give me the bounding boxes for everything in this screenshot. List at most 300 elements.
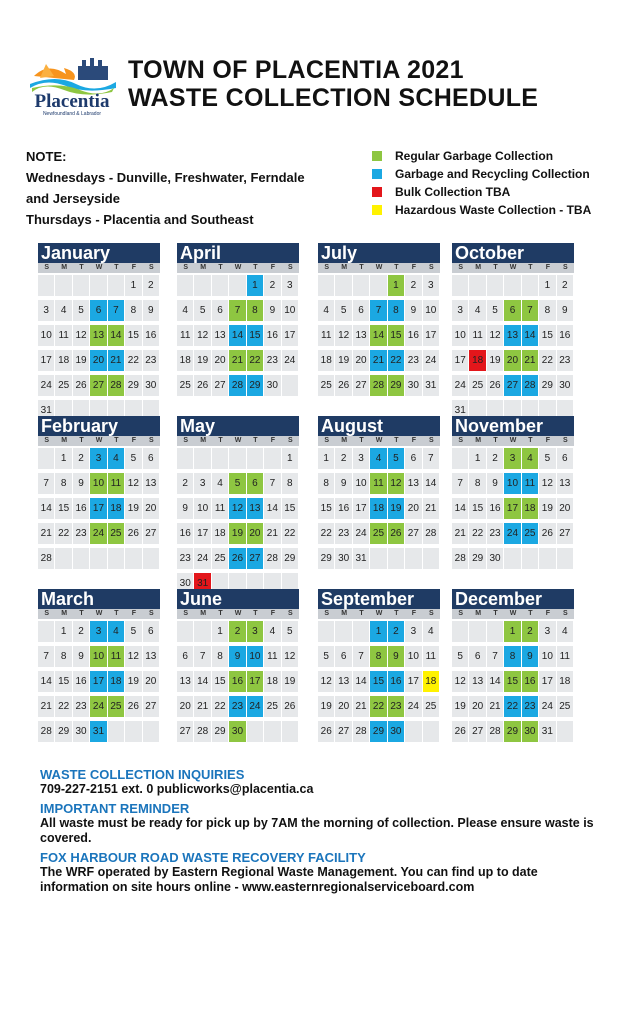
day-cell: 21 [264,523,280,544]
weekday-label: F [411,610,416,617]
day-cell: 8 [282,473,298,494]
day-cell: 20 [247,523,263,544]
day-cell: 16 [73,498,89,519]
empty-day-cell [370,548,386,569]
month-name: March [38,589,160,609]
empty-day-cell [353,275,369,296]
blue-swatch-icon [372,169,382,179]
day-cell: 9 [487,473,503,494]
day-cell: 21 [229,350,245,371]
day-cell: 19 [452,696,468,717]
day-cell: 31 [452,400,468,421]
day-cell: 18 [108,671,124,692]
weekday-header [452,263,574,273]
day-cell: 29 [388,375,404,396]
day-cell: 16 [143,325,159,346]
empty-day-cell [38,275,54,296]
weekday-label: F [270,610,275,617]
day-cell: 16 [335,498,351,519]
day-cell: 12 [318,671,334,692]
weekday-label: T [114,264,119,271]
empty-day-cell [405,548,421,569]
day-cell: 29 [125,375,141,396]
month-april [177,243,299,398]
day-cell: 19 [388,498,404,519]
day-cell: 24 [353,523,369,544]
empty-day-cell [177,275,193,296]
day-cell: 7 [194,646,210,667]
day-cell: 28 [38,548,54,569]
month-june [177,589,299,744]
weekday-label: S [458,437,464,444]
day-cell: 14 [487,671,503,692]
empty-day-cell [504,548,520,569]
day-cell: 14 [229,325,245,346]
day-cell: 30 [73,721,89,742]
day-cell: 8 [212,646,228,667]
day-cell: 4 [423,621,439,642]
day-cell: 17 [194,523,210,544]
logo-wordmark: Placentia [34,91,110,112]
day-cell: 25 [108,696,124,717]
note-line-3: Thursdays - Placentia and Southeast [26,212,254,227]
empty-day-cell [335,275,351,296]
day-cell: 7 [370,300,386,321]
empty-day-cell [143,548,159,569]
month-september [318,589,440,744]
day-cell: 1 [55,448,71,469]
weekday-label: S [428,264,434,271]
empty-day-cell [247,721,263,742]
day-cell: 5 [487,300,503,321]
day-cell: 5 [125,621,141,642]
day-cell: 18 [557,671,573,692]
empty-day-cell [108,721,124,742]
day-cell: 26 [452,721,468,742]
day-grid [177,619,299,744]
month-may [177,416,299,596]
day-grid [177,273,299,398]
weekday-label: S [287,264,293,271]
day-cell: 28 [487,721,503,742]
day-cell: 17 [539,671,555,692]
day-cell: 8 [55,473,71,494]
day-cell: 13 [405,473,421,494]
day-cell: 1 [282,448,298,469]
day-cell: 25 [423,696,439,717]
day-cell: 26 [125,696,141,717]
day-cell: 4 [264,621,280,642]
weekday-label: S [428,610,434,617]
day-cell: 15 [370,671,386,692]
day-cell: 27 [143,523,159,544]
day-cell: 26 [335,375,351,396]
month-january [38,243,160,423]
day-cell: 18 [264,671,280,692]
day-cell: 18 [177,350,193,371]
weekday-label: F [411,264,416,271]
weekday-label: W [234,610,242,617]
day-cell: 24 [247,696,263,717]
day-cell: 9 [264,300,280,321]
day-cell: 1 [539,275,555,296]
empty-day-cell [423,721,439,742]
weekday-label: F [270,437,275,444]
day-cell: 2 [557,275,573,296]
day-cell: 16 [557,325,573,346]
day-cell: 21 [353,696,369,717]
day-cell: 5 [452,646,468,667]
day-cell: 9 [335,473,351,494]
day-cell: 5 [282,621,298,642]
day-cell: 2 [405,275,421,296]
empty-day-cell [469,275,485,296]
weekday-header [318,436,440,446]
empty-day-cell [177,448,193,469]
weekday-header [38,263,160,273]
weekday-label: S [562,437,568,444]
weekday-label: S [287,437,293,444]
day-cell: 23 [264,350,280,371]
day-cell: 8 [247,300,263,321]
day-cell: 30 [487,548,503,569]
legend-label: Garbage and Recycling Collection [395,167,590,181]
day-cell: 5 [73,300,89,321]
weekday-header [177,263,299,273]
weekday-label: S [148,610,154,617]
empty-day-cell [108,275,124,296]
day-cell: 23 [73,696,89,717]
day-cell: 4 [318,300,334,321]
weekday-header [177,609,299,619]
day-cell: 29 [469,548,485,569]
day-cell: 28 [353,721,369,742]
weekday-header [452,609,574,619]
day-cell: 11 [108,646,124,667]
day-cell: 17 [452,350,468,371]
day-cell: 7 [229,300,245,321]
day-cell: 10 [539,646,555,667]
weekday-label: T [253,437,258,444]
day-cell: 18 [469,350,485,371]
day-cell: 10 [194,498,210,519]
day-cell: 21 [38,696,54,717]
day-cell: 27 [143,696,159,717]
day-cell: 28 [108,375,124,396]
day-cell: 15 [55,671,71,692]
day-cell: 7 [108,300,124,321]
day-cell: 28 [194,721,210,742]
day-cell: 20 [212,350,228,371]
day-cell: 8 [539,300,555,321]
empty-day-cell [452,621,468,642]
day-cell: 19 [335,350,351,371]
empty-day-cell [353,621,369,642]
day-cell: 9 [405,300,421,321]
day-cell: 22 [282,523,298,544]
weekday-label: F [545,264,550,271]
weekday-label: S [324,264,330,271]
day-cell: 23 [143,350,159,371]
day-cell: 6 [504,300,520,321]
empty-day-cell [194,621,210,642]
day-cell: 31 [90,721,106,742]
day-cell: 6 [247,473,263,494]
weekday-label: S [44,437,50,444]
day-cell: 25 [469,375,485,396]
day-cell: 8 [55,646,71,667]
day-cell: 9 [557,300,573,321]
reminder-text: All waste must be ready for pick up by 7AM the morning of collection. Please ensure waste is covered. [40,816,594,845]
day-cell: 16 [487,498,503,519]
day-cell: 20 [504,350,520,371]
day-cell: 22 [539,350,555,371]
empty-day-cell [38,621,54,642]
day-cell: 15 [282,498,298,519]
day-cell: 15 [504,671,520,692]
day-grid [318,619,440,744]
weekday-label: S [183,264,189,271]
month-name: January [38,243,160,263]
legend-label: Hazardous Waste Collection - TBA [395,203,592,217]
empty-day-cell [143,721,159,742]
day-grid [38,619,160,744]
day-cell: 12 [229,498,245,519]
legend-item-recycling [372,165,591,183]
day-cell: 8 [469,473,485,494]
day-cell: 26 [229,548,245,569]
day-cell: 22 [212,696,228,717]
day-cell: 20 [90,350,106,371]
day-cell: 2 [522,621,538,642]
empty-day-cell [469,621,485,642]
day-cell: 14 [38,671,54,692]
empty-day-cell [318,275,334,296]
weekday-label: W [234,264,242,271]
weekday-label: T [394,610,399,617]
day-cell: 24 [90,523,106,544]
weekday-label: T [528,610,533,617]
day-cell: 19 [194,350,210,371]
yellow-swatch-icon [372,205,382,215]
day-cell: 7 [38,646,54,667]
day-cell: 27 [90,375,106,396]
weekday-label: W [375,610,383,617]
empty-day-cell [539,548,555,569]
month-name: November [452,416,574,436]
weekday-label: S [324,610,330,617]
empty-day-cell [55,275,71,296]
weekday-label: F [411,437,416,444]
day-cell: 22 [504,696,520,717]
weekday-label: W [375,437,383,444]
day-cell: 15 [318,498,334,519]
day-cell: 17 [90,671,106,692]
day-cell: 9 [143,300,159,321]
day-cell: 21 [38,523,54,544]
day-cell: 10 [452,325,468,346]
month-name: September [318,589,440,609]
day-cell: 23 [557,350,573,371]
day-cell: 10 [90,646,106,667]
legend-item-regular [372,147,591,165]
day-cell: 2 [73,621,89,642]
day-cell: 14 [522,325,538,346]
weekday-label: T [114,437,119,444]
day-cell: 11 [108,473,124,494]
note-block [26,146,305,230]
day-cell: 29 [282,548,298,569]
day-cell: 28 [370,375,386,396]
day-cell: 17 [90,498,106,519]
day-cell: 24 [90,696,106,717]
legend [372,147,591,219]
day-cell: 10 [353,473,369,494]
day-cell: 10 [247,646,263,667]
day-cell: 8 [504,646,520,667]
day-cell: 13 [90,325,106,346]
day-cell: 22 [247,350,263,371]
empty-day-cell [55,548,71,569]
day-cell: 12 [539,473,555,494]
day-cell: 27 [247,548,263,569]
day-cell: 28 [38,721,54,742]
weekday-label: W [375,264,383,271]
day-cell: 26 [539,523,555,544]
day-cell: 30 [388,721,404,742]
day-cell: 31 [38,400,54,421]
day-cell: 6 [405,448,421,469]
empty-day-cell [247,448,263,469]
empty-day-cell [522,275,538,296]
day-cell: 14 [452,498,468,519]
empty-day-cell [282,721,298,742]
day-cell: 8 [318,473,334,494]
day-grid [452,619,574,744]
month-august [318,416,440,571]
empty-day-cell [194,275,210,296]
day-cell: 2 [177,473,193,494]
empty-day-cell [452,448,468,469]
day-cell: 13 [143,473,159,494]
day-cell: 26 [487,375,503,396]
day-cell: 4 [370,448,386,469]
weekday-label: S [428,437,434,444]
day-cell: 30 [335,548,351,569]
day-cell: 30 [557,375,573,396]
weekday-label: T [359,610,364,617]
day-grid [452,273,574,423]
day-cell: 5 [335,300,351,321]
day-cell: 10 [504,473,520,494]
day-cell: 15 [388,325,404,346]
day-cell: 13 [557,473,573,494]
weekday-label: T [218,610,223,617]
day-cell: 27 [353,375,369,396]
day-cell: 29 [370,721,386,742]
day-cell: 2 [264,275,280,296]
day-cell: 16 [73,671,89,692]
facility-text: The WRF operated by Eastern Regional Waste Management. You can find up to date information on site hours online - www.easternregionalserviceboard.com [40,865,538,894]
day-cell: 29 [247,375,263,396]
day-cell: 30 [177,573,193,594]
day-cell: 25 [557,696,573,717]
day-cell: 2 [143,275,159,296]
day-cell: 15 [55,498,71,519]
weekday-label: M [341,264,348,271]
empty-day-cell [522,548,538,569]
weekday-label: S [148,437,154,444]
day-cell: 11 [370,473,386,494]
weekday-label: S [324,437,330,444]
facility-heading: FOX HARBOUR ROAD WASTE RECOVERY FACILITY [40,850,366,865]
day-cell: 20 [557,498,573,519]
day-cell: 2 [73,448,89,469]
day-cell: 3 [194,473,210,494]
weekday-label: S [44,264,50,271]
day-cell: 23 [405,350,421,371]
weekday-label: S [458,264,464,271]
weekday-label: M [200,437,207,444]
day-cell: 29 [55,721,71,742]
weekday-label: T [359,264,364,271]
day-cell: 23 [229,696,245,717]
day-cell: 19 [229,523,245,544]
weekday-label: T [394,264,399,271]
weekday-label: M [475,610,482,617]
day-cell: 7 [522,300,538,321]
empty-day-cell [405,721,421,742]
day-cell: 4 [55,300,71,321]
day-cell: 16 [388,671,404,692]
day-cell: 12 [125,646,141,667]
day-cell: 20 [353,350,369,371]
weekday-label: T [114,610,119,617]
weekday-label: T [79,264,84,271]
empty-day-cell [194,448,210,469]
empty-day-cell [212,448,228,469]
day-cell: 5 [318,646,334,667]
weekday-label: M [475,437,482,444]
day-cell: 29 [318,548,334,569]
weekday-label: T [218,264,223,271]
day-cell: 22 [318,523,334,544]
day-cell: 27 [212,375,228,396]
day-cell: 16 [177,523,193,544]
day-cell: 1 [318,448,334,469]
weekday-label: S [562,610,568,617]
empty-day-cell [388,548,404,569]
day-cell: 31 [194,573,210,594]
day-cell: 28 [423,523,439,544]
day-cell: 17 [353,498,369,519]
day-cell: 16 [405,325,421,346]
month-name: October [452,243,574,263]
page-title [128,56,538,112]
weekday-label: W [509,264,517,271]
day-cell: 1 [388,275,404,296]
note-line-1: Wednesdays - Dunville, Freshwater, Ferndale [26,170,305,185]
day-cell: 20 [335,696,351,717]
legend-label: Regular Garbage Collection [395,149,554,163]
day-cell: 6 [335,646,351,667]
day-cell: 4 [108,621,124,642]
day-cell: 11 [318,325,334,346]
day-cell: 18 [108,498,124,519]
day-cell: 3 [452,300,468,321]
day-cell: 13 [353,325,369,346]
day-cell: 17 [423,325,439,346]
